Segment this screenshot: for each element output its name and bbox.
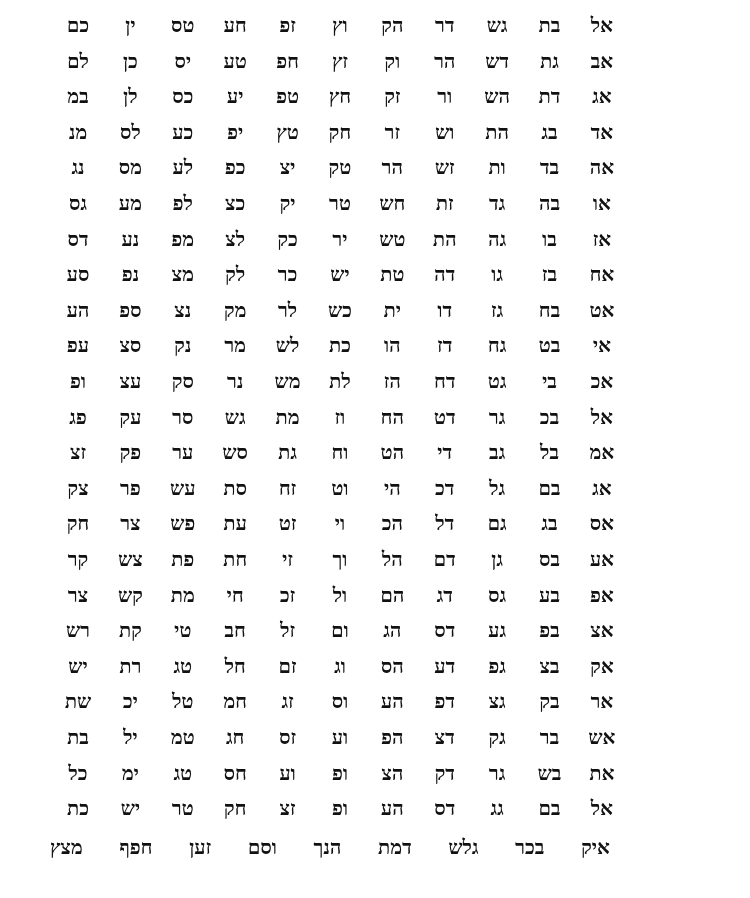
table-cell: וי	[334, 511, 346, 536]
table-cell: אי	[592, 333, 611, 358]
table-cell: דס	[434, 618, 456, 643]
table-cell: גם	[487, 511, 507, 536]
table-cell: עפ	[66, 333, 90, 358]
table-cell: טר	[329, 191, 351, 215]
table-cell: או	[592, 191, 611, 215]
table-cell: צש	[118, 547, 143, 571]
table-cell: זצ	[69, 440, 87, 465]
table-cell: טץ	[276, 119, 299, 144]
table-cell: וץ	[332, 13, 348, 37]
table-cell: טג	[173, 760, 193, 785]
table-cell: בח	[538, 297, 561, 322]
table-cell: כן	[122, 48, 138, 73]
table-cell: ופ	[331, 796, 348, 821]
table-cell: וג	[334, 653, 346, 678]
table-cell: נע	[121, 226, 140, 251]
table-cell: אמ	[589, 440, 615, 465]
table-cell: אק	[590, 653, 614, 678]
table-cell: עק	[119, 404, 142, 429]
table-cell: בג	[541, 511, 558, 536]
table-cell: גט	[487, 369, 507, 393]
table-cell: טל	[172, 689, 194, 714]
table-cell: יש	[120, 796, 141, 821]
table-cell: זת	[435, 191, 454, 215]
table-cell: חק	[66, 511, 90, 536]
table-cell: הט	[380, 440, 405, 465]
table-cell: מק	[223, 297, 247, 322]
table-cell: גו	[491, 262, 503, 287]
table-cell: מס	[118, 155, 142, 180]
table-cell: רש	[66, 618, 90, 643]
table-cell: דט	[433, 404, 456, 429]
table-cell: בג	[541, 119, 558, 144]
table-cell: אש	[588, 725, 616, 749]
table-cell: זם	[278, 653, 297, 678]
table-cell: חק	[328, 119, 352, 144]
table-cell: נק	[174, 333, 192, 358]
table-cell: הק	[381, 13, 404, 37]
table-cell: גס	[488, 582, 507, 607]
table-row	[60, 686, 620, 716]
table-cell: אג	[592, 84, 612, 109]
table-cell: מצ	[171, 262, 194, 287]
table-cell: כר	[277, 262, 298, 287]
table-cell: כת	[328, 333, 351, 358]
table-cell: גצ	[488, 689, 506, 714]
table-cell: לן	[123, 84, 138, 109]
table-cell: הת	[432, 226, 457, 251]
table-cell: ופ	[331, 760, 348, 785]
table-cell: במ	[67, 84, 89, 109]
table-cell: הז	[383, 369, 401, 393]
table-cell: זט	[278, 511, 297, 536]
table-cell: דס	[434, 796, 456, 821]
table-cell: וע	[279, 760, 296, 785]
table-cell: טע	[223, 48, 247, 73]
table-cell: אע	[589, 547, 614, 571]
footer-word: גלש	[448, 835, 479, 859]
table-row	[60, 81, 620, 111]
table-cell: קר	[67, 547, 89, 571]
table-cell: גח	[487, 333, 507, 358]
table-cell: הו	[384, 333, 401, 358]
table-cell: רת	[119, 653, 142, 678]
table-cell: וט	[331, 475, 349, 500]
table-cell: ספ	[119, 297, 142, 322]
table-row	[60, 544, 620, 574]
table-row	[60, 437, 620, 467]
table-cell: הכ	[381, 511, 403, 536]
table-cell: זץ	[331, 48, 348, 73]
table-row	[60, 295, 620, 325]
table-cell: חב	[224, 618, 246, 643]
table-cell: צר	[67, 582, 89, 607]
table-cell: גג	[490, 796, 504, 821]
table-cell: בל	[540, 440, 560, 465]
table-cell: סק	[171, 369, 194, 393]
table-cell: מנ	[68, 119, 88, 144]
table-row	[60, 224, 620, 254]
table-cell: גן	[491, 547, 503, 571]
table-cell: טת	[380, 262, 405, 287]
table-cell: הע	[380, 689, 404, 714]
table-cell: דו	[437, 297, 453, 322]
table-cell: נר	[227, 369, 244, 393]
table-cell: כק	[277, 226, 298, 251]
table-cell: דל	[435, 511, 455, 536]
table-cell: כל	[68, 760, 88, 785]
table-cell: וש	[435, 119, 455, 144]
table-cell: אצ	[590, 618, 614, 643]
table-cell: לש	[275, 333, 300, 358]
table-cell: גש	[486, 13, 508, 37]
footer-word: הנך	[313, 835, 342, 859]
table-cell: דז	[437, 333, 453, 358]
table-cell: גר	[488, 760, 506, 785]
table-row	[60, 117, 620, 147]
table-cell: אה	[589, 155, 615, 180]
table-cell: אד	[590, 119, 614, 144]
table-cell: יס	[174, 48, 192, 73]
table-cell: הח	[380, 404, 405, 429]
table-cell: הי	[383, 475, 401, 500]
table-cell: הת	[485, 119, 509, 144]
table-cell: זפ	[279, 13, 296, 37]
table-cell: נפ	[121, 262, 140, 287]
table-cell: חי	[226, 582, 244, 607]
table-cell: חע	[223, 13, 247, 37]
table-cell: הפ	[381, 725, 404, 749]
table-cell: טג	[173, 653, 193, 678]
table-cell: גק	[488, 725, 506, 749]
table-cell: לפ	[172, 191, 193, 215]
table-row	[60, 615, 620, 645]
table-row	[60, 722, 620, 752]
table-cell: בק	[539, 689, 560, 714]
table-cell: זצ	[279, 796, 296, 821]
table-cell: הר	[381, 155, 403, 180]
table-cell: אג	[592, 475, 612, 500]
table-cell: דה	[434, 262, 456, 287]
table-cell: וח	[331, 440, 349, 465]
table-cell: ור	[437, 84, 453, 109]
table-cell: אל	[590, 13, 613, 37]
table-row	[60, 330, 620, 360]
table-cell: עש	[170, 475, 196, 500]
footer-word: חפף	[119, 835, 153, 859]
table-cell: גס	[69, 191, 87, 215]
table-cell: בי	[542, 369, 557, 393]
table-cell: חמ	[223, 689, 248, 714]
table-cell: טר	[171, 796, 194, 821]
table-cell: זל	[280, 618, 296, 643]
table-cell: מש	[274, 369, 301, 393]
table-cell: גע	[488, 618, 507, 643]
footer-word: איק	[581, 835, 610, 859]
table-cell: זח	[278, 475, 297, 500]
footer-word: מצץ	[50, 835, 83, 859]
table-cell: אס	[589, 511, 615, 536]
table-cell: גה	[488, 226, 507, 251]
table-cell: די	[437, 440, 453, 465]
table-cell: לק	[225, 262, 246, 287]
table-cell: זג	[281, 689, 294, 714]
table-cell: כש	[327, 297, 352, 322]
table-cell: טפ	[276, 84, 300, 109]
table-cell: שת	[64, 689, 92, 714]
table-cell: וע	[331, 725, 349, 749]
table-cell: הס	[380, 653, 404, 678]
footer-word: דמת	[378, 835, 412, 859]
table-cell: אר	[590, 689, 614, 714]
table-cell: בז	[541, 262, 558, 287]
footer-row	[50, 832, 610, 862]
table-cell: פש	[170, 511, 196, 536]
table-cell: ית	[383, 297, 402, 322]
table-cell: טש	[379, 226, 406, 251]
table-cell: חק	[223, 796, 247, 821]
table-cell: ום	[331, 618, 349, 643]
table-cell: בה	[538, 191, 561, 215]
table-cell: הל	[381, 547, 403, 571]
table-cell: ימ	[121, 760, 139, 785]
table-cell: מפ	[171, 226, 195, 251]
table-cell: לס	[120, 119, 141, 144]
table-cell: יש	[68, 653, 88, 678]
table-row	[60, 793, 620, 823]
table-cell: יפ	[227, 119, 244, 144]
table-cell: גפ	[488, 653, 506, 678]
table-cell: טס	[171, 13, 195, 37]
table-cell: לת	[329, 369, 351, 393]
table-cell: הע	[66, 297, 90, 322]
table-row	[60, 473, 620, 503]
table-cell: כס	[172, 84, 194, 109]
table-cell: כצ	[225, 191, 246, 215]
table-cell: בת	[67, 725, 89, 749]
table-row	[60, 188, 620, 218]
table-cell: לע	[172, 155, 194, 180]
table-cell: דח	[434, 369, 456, 393]
footer-word: וסם	[247, 835, 277, 859]
table-cell: דצ	[434, 725, 455, 749]
table-cell: יר	[332, 226, 348, 251]
table-cell: זי	[282, 547, 293, 571]
footer-word: זען	[189, 835, 212, 859]
table-cell: בצ	[539, 653, 560, 678]
table-cell: קש	[117, 582, 143, 607]
table-cell: מע	[118, 191, 142, 215]
table-cell: דכ	[435, 475, 455, 500]
table-cell: הצ	[381, 760, 404, 785]
table-cell: פר	[120, 475, 141, 500]
table-cell: דש	[485, 48, 510, 73]
table-cell: זר	[384, 119, 401, 144]
table-cell: גב	[489, 440, 506, 465]
table-cell: יכ	[122, 689, 138, 714]
table-cell: סר	[172, 404, 194, 429]
table-cell: וס	[331, 689, 349, 714]
table-cell: הש	[484, 84, 510, 109]
table-cell: ער	[172, 440, 194, 465]
table-cell: צר	[120, 511, 141, 536]
table-cell: כפ	[224, 155, 246, 180]
table-cell: אב	[590, 48, 614, 73]
table-cell: חת	[223, 547, 248, 571]
table-row	[60, 366, 620, 396]
table-row	[60, 758, 620, 788]
table-cell: אט	[589, 297, 615, 322]
table-cell: מר	[224, 333, 247, 358]
table-cell: כע	[172, 119, 194, 144]
table-row	[60, 46, 620, 76]
table-cell: ופ	[70, 369, 86, 393]
table-row	[60, 580, 620, 610]
table-row	[60, 152, 620, 182]
table-cell: כם	[66, 13, 90, 37]
table-cell: טק	[328, 155, 352, 180]
table-row	[60, 508, 620, 538]
table-cell: בת	[538, 13, 561, 37]
table-cell: זק	[384, 84, 401, 109]
table-cell: עצ	[119, 369, 142, 393]
table-cell: ין	[125, 13, 136, 37]
table-cell: הע	[380, 796, 404, 821]
table-cell: כת	[67, 796, 89, 821]
table-cell: יל	[123, 725, 138, 749]
table-cell: דע	[434, 653, 456, 678]
table-cell: חץ	[328, 84, 352, 109]
table-cell: גר	[488, 404, 506, 429]
table-cell: דס	[67, 226, 89, 251]
table-cell: חש	[379, 191, 406, 215]
table-cell: גז	[491, 297, 504, 322]
table-cell: ול	[332, 582, 348, 607]
table-cell: דפ	[434, 689, 455, 714]
table-cell: סת	[223, 475, 247, 500]
table-cell: קת	[118, 618, 142, 643]
table-cell: בס	[539, 547, 561, 571]
table-row	[60, 259, 620, 289]
footer-word: בכר	[515, 835, 545, 859]
table-cell: בכ	[539, 404, 560, 429]
table-cell: יק	[279, 191, 296, 215]
table-cell: חג	[225, 725, 245, 749]
table-cell: בו	[542, 226, 557, 251]
table-row	[60, 651, 620, 681]
table-cell: בד	[539, 155, 560, 180]
table-cell: דק	[434, 760, 455, 785]
table-cell: בע	[539, 582, 560, 607]
table-cell: טי	[174, 618, 192, 643]
table-cell: וך	[332, 547, 348, 571]
table-cell: לצ	[225, 226, 246, 251]
table-cell: יע	[226, 84, 244, 109]
table-cell: בר	[539, 725, 560, 749]
table-cell: אל	[590, 404, 613, 429]
table-cell: אכ	[590, 369, 614, 393]
table-cell: זכ	[279, 582, 296, 607]
table-cell: פת	[171, 547, 195, 571]
table-cell: בם	[538, 796, 561, 821]
table-cell: סצ	[119, 333, 142, 358]
table-cell: גת	[278, 440, 297, 465]
table-cell: מת	[275, 404, 300, 429]
table-cell: וז	[334, 404, 346, 429]
table-cell: גש	[224, 404, 246, 429]
table-cell: אפ	[590, 582, 614, 607]
table-cell: סש	[222, 440, 248, 465]
table-cell: הג	[383, 618, 402, 643]
table-row	[60, 10, 620, 40]
table-cell: טמ	[170, 725, 195, 749]
table-cell: בש	[537, 760, 562, 785]
table-cell: גל	[489, 475, 506, 500]
table-cell: זס	[279, 725, 297, 749]
table-cell: זש	[434, 155, 455, 180]
table-cell: נג	[71, 155, 85, 180]
table-cell: אז	[592, 226, 612, 251]
table-cell: ות	[488, 155, 506, 180]
table-cell: לר	[277, 297, 298, 322]
table-cell: בפ	[539, 618, 560, 643]
table-cell: חל	[224, 653, 246, 678]
table-cell: הר	[434, 48, 456, 73]
table-cell: הם	[380, 582, 405, 607]
table-cell: עת	[223, 511, 247, 536]
table-cell: אח	[589, 262, 615, 287]
table-cell: פג	[69, 404, 87, 429]
table-cell: לם	[67, 48, 89, 73]
table-cell: וק	[384, 48, 401, 73]
table-cell: בט	[538, 333, 561, 358]
table-cell: אל	[590, 796, 613, 821]
table-cell: פק	[119, 440, 142, 465]
table-cell: מת	[170, 582, 195, 607]
table-cell: חס	[223, 760, 247, 785]
table-row	[60, 402, 620, 432]
table-cell: דם	[433, 547, 456, 571]
table-cell: גד	[489, 191, 506, 215]
table-cell: יצ	[279, 155, 296, 180]
table-cell: דג	[436, 582, 453, 607]
table-cell: נצ	[174, 297, 192, 322]
table-cell: יש	[330, 262, 350, 287]
table-cell: בם	[538, 475, 561, 500]
table-cell: סע	[66, 262, 90, 287]
table-cell: דר	[435, 13, 455, 37]
table-cell: דת	[538, 84, 561, 109]
table-cell: חפ	[276, 48, 299, 73]
table-cell: את	[589, 760, 615, 785]
table-cell: גת	[540, 48, 559, 73]
table-cell: צק	[67, 475, 89, 500]
